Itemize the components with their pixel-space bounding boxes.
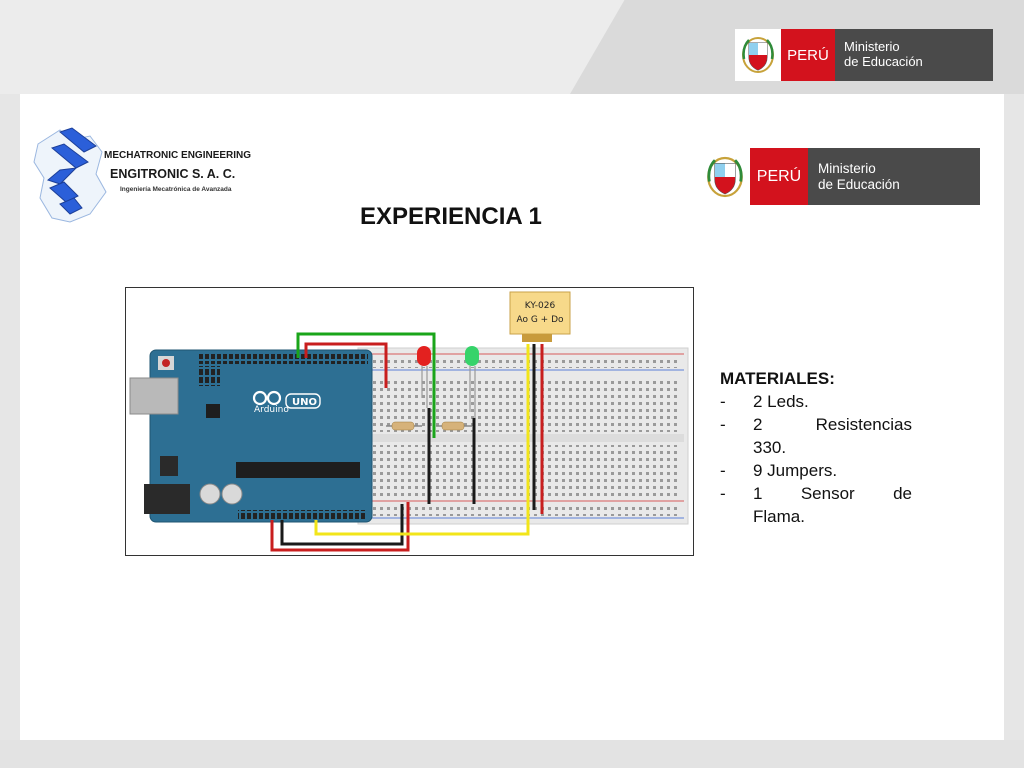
materials-heading: MATERIALES: [720, 369, 835, 388]
coat-of-arms-icon [700, 148, 750, 205]
circuit-diagram [125, 287, 694, 556]
ministry-line-1: Ministerio [818, 160, 876, 176]
list-item [720, 390, 912, 413]
board-model: UNO [292, 397, 317, 408]
ministry-line-1: Ministerio [844, 39, 900, 55]
materials-list [720, 367, 912, 528]
flame-sensor-module [510, 292, 570, 342]
list-item [720, 413, 912, 459]
list-item-text [753, 390, 912, 413]
ministry-label [835, 29, 993, 81]
list-item-line: 1 Sensor de [753, 484, 912, 503]
coat-of-arms-icon [735, 29, 781, 81]
company-tagline: Ingeniería Mecatrónica de Avanzada [120, 186, 232, 193]
list-item-line: 2 Leds. [753, 392, 809, 411]
company-line-1: MECHATRONIC ENGINEERING [104, 150, 252, 161]
peru-label: PERÚ [750, 148, 808, 205]
list-item [720, 459, 912, 482]
sensor-label-2: Ao G + Do [516, 315, 564, 325]
ministry-label [808, 148, 980, 205]
minedu-logo-header [735, 29, 993, 81]
list-item-line: 9 Jumpers. [753, 461, 838, 480]
slide-title: EXPERIENCIA 1 [360, 203, 542, 230]
list-bullet: - [720, 392, 726, 411]
list-item-line: Flama. [753, 507, 805, 526]
breadboard [358, 348, 688, 524]
sensor-label-1: KY-026 [524, 301, 556, 311]
list-bullet: - [720, 415, 726, 434]
list-item-text [753, 413, 912, 459]
ministry-line-2: de Educación [818, 176, 900, 192]
board-brand: Arduino [254, 405, 289, 415]
minedu-logo-slide [700, 148, 980, 205]
list-item-text [753, 482, 912, 528]
list-item-text [753, 459, 912, 482]
peru-label: PERÚ [781, 29, 835, 81]
list-item [720, 482, 912, 528]
list-bullet: - [720, 461, 726, 480]
list-item-line: 2 Resistencias [753, 415, 912, 434]
arduino-board [130, 350, 372, 522]
ministry-line-2: de Educación [844, 54, 923, 69]
company-name: ENGITRONIC S. A. C. [110, 167, 236, 181]
list-item-line: 330. [753, 438, 787, 457]
engitronic-logo-icon [30, 122, 112, 228]
list-bullet: - [720, 484, 726, 503]
bottom-band [0, 740, 1024, 768]
